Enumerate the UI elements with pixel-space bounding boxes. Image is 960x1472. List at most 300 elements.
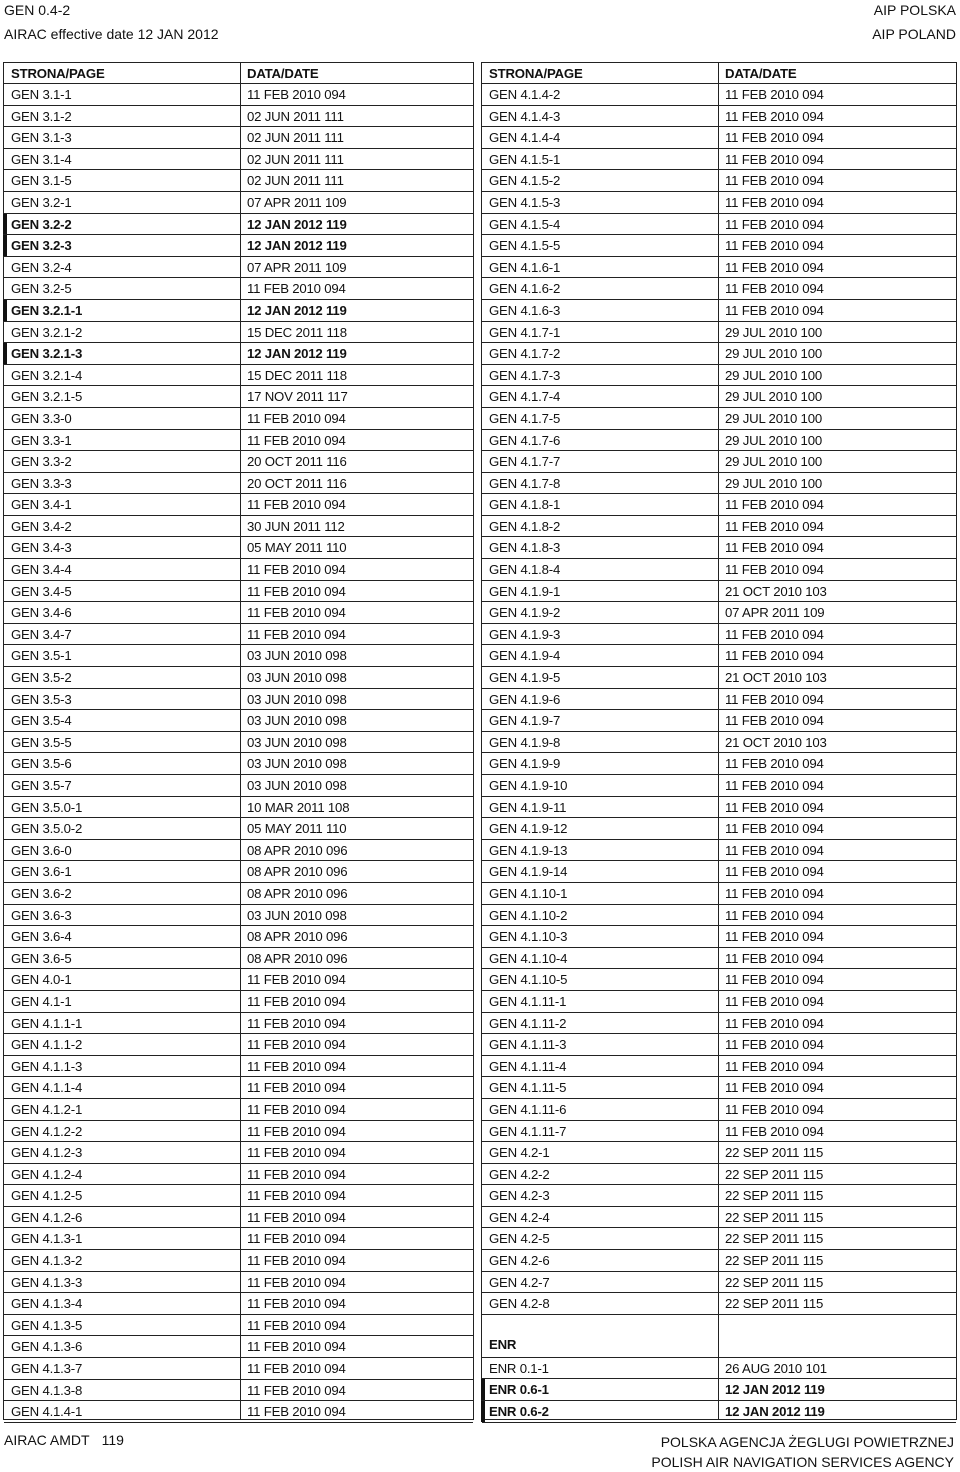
table-row — [482, 1272, 956, 1294]
date-cell: 11 FEB 2010 094 — [725, 216, 824, 232]
page-cell: GEN 4.1.5-3 — [489, 194, 561, 210]
page-cell: GEN 4.1.9-5 — [489, 670, 561, 686]
amendment-number: 119 — [101, 1432, 124, 1448]
date-cell: 29 JUL 2010 100 — [725, 367, 822, 383]
table-row — [4, 106, 473, 128]
date-cell: 11 FEB 2010 094 — [725, 194, 824, 210]
date-cell: 22 SEP 2011 115 — [725, 1274, 824, 1290]
table-row — [482, 214, 956, 236]
date-cell: 11 FEB 2010 094 — [247, 583, 346, 599]
table-row — [4, 581, 473, 603]
date-cell: 11 FEB 2010 094 — [247, 281, 346, 297]
table-row — [4, 494, 473, 516]
page-cell: GEN 4.1.9-4 — [489, 648, 561, 664]
date-cell: 20 OCT 2011 116 — [247, 475, 347, 491]
aip-title-english: AIP POLAND — [872, 26, 956, 42]
table-row — [482, 1250, 956, 1272]
page-cell: GEN 4.1.3-5 — [11, 1317, 83, 1333]
date-cell: 11 FEB 2010 094 — [247, 626, 346, 642]
table-row — [4, 840, 473, 862]
date-cell: 08 APR 2010 096 — [247, 885, 348, 901]
date-cell: 11 FEB 2010 094 — [725, 842, 824, 858]
table-row — [4, 1013, 473, 1035]
page-cell: GEN 4.1.2-6 — [11, 1209, 83, 1225]
page-cell: GEN 3.5-6 — [11, 756, 72, 772]
date-cell: 11 FEB 2010 094 — [725, 799, 824, 815]
agency-name-english: POLISH AIR NAVIGATION SERVICES AGENCY — [651, 1454, 954, 1470]
page-cell: GEN 4.1.9-9 — [489, 756, 561, 772]
table-row — [4, 84, 473, 106]
page-header-left — [4, 0, 219, 48]
date-cell: 03 JUN 2010 098 — [247, 713, 347, 729]
page-cell: GEN 4.1.5-5 — [489, 238, 561, 254]
table-row — [482, 1034, 956, 1056]
table-row — [482, 883, 956, 905]
page-header-right — [872, 0, 956, 48]
table-row — [482, 667, 956, 689]
page-cell: GEN 4.2-7 — [489, 1274, 550, 1290]
page-cell: GEN 3.3-3 — [11, 475, 72, 491]
page-cell: GEN 4.2-5 — [489, 1231, 550, 1247]
page-cell: GEN 3.4-3 — [11, 540, 72, 556]
table-row — [482, 408, 956, 430]
date-cell: 29 JUL 2010 100 — [725, 432, 822, 448]
page-cell: GEN 3.5-5 — [11, 734, 72, 750]
date-cell: 11 FEB 2010 094 — [725, 691, 824, 707]
page-cell: GEN 3.3-1 — [11, 432, 72, 448]
page-cell: GEN 4.1.10-1 — [489, 885, 568, 901]
page-cell: GEN 4.1.10-5 — [489, 972, 568, 988]
page-cell: GEN 3.2-5 — [11, 281, 72, 297]
date-cell: 02 JUN 2011 111 — [247, 130, 344, 146]
page-cell: ENR 0.6-1 — [489, 1382, 549, 1398]
date-cell: 15 DEC 2011 118 — [247, 324, 347, 340]
table-row — [482, 278, 956, 300]
table-row — [482, 840, 956, 862]
table-rows-right — [482, 63, 956, 1423]
date-cell: 02 JUN 2011 111 — [247, 108, 344, 124]
date-cell: 11 FEB 2010 094 — [247, 1361, 346, 1377]
table-row — [4, 797, 473, 819]
page-cell: GEN 4.1.11-6 — [489, 1101, 567, 1117]
date-cell: 11 FEB 2010 094 — [725, 259, 824, 275]
date-cell: 11 FEB 2010 094 — [725, 108, 824, 124]
page-cell: GEN 4.1.8-2 — [489, 518, 561, 534]
table-row — [4, 1099, 473, 1121]
page-cell: GEN 4.1.6-3 — [489, 302, 561, 318]
page-cell: GEN 3.6-1 — [11, 864, 72, 880]
date-cell: 11 FEB 2010 094 — [247, 1145, 346, 1161]
page-cell: GEN 4.1.4-3 — [489, 108, 561, 124]
date-cell: 29 JUL 2010 100 — [725, 346, 822, 362]
page-cell: GEN 3.2.1-1 — [11, 302, 83, 318]
date-cell: 30 JUN 2011 112 — [247, 518, 345, 534]
table-row — [4, 1142, 473, 1164]
date-cell: 11 FEB 2010 094 — [725, 1058, 824, 1074]
table-row — [4, 1401, 473, 1423]
table-row — [482, 386, 956, 408]
table-row — [4, 516, 473, 538]
table-row — [4, 365, 473, 387]
date-cell: 08 APR 2010 096 — [247, 950, 348, 966]
page-cell: GEN 3.1-2 — [11, 108, 72, 124]
table-row — [482, 753, 956, 775]
page-cell: GEN 3.3-0 — [11, 410, 72, 426]
table-row — [4, 278, 473, 300]
table-row — [4, 1121, 473, 1143]
table-row — [482, 257, 956, 279]
page-cell: GEN 4.1.8-1 — [489, 497, 561, 513]
page-cell: GEN 4.1.1-2 — [11, 1037, 83, 1053]
table-header — [482, 63, 956, 84]
date-cell: 11 FEB 2010 094 — [247, 1209, 346, 1225]
date-cell: 11 FEB 2010 094 — [725, 648, 824, 664]
table-row — [4, 667, 473, 689]
table-row — [482, 537, 956, 559]
table-row — [482, 818, 956, 840]
date-cell: 11 FEB 2010 094 — [725, 778, 824, 793]
date-cell: 22 SEP 2011 115 — [725, 1253, 824, 1269]
date-cell: 12 JAN 2012 119 — [247, 216, 347, 232]
table-row — [4, 1293, 473, 1315]
page-cell: GEN 4.2-1 — [489, 1145, 550, 1161]
page-cell: GEN 4.1.2-5 — [11, 1188, 83, 1204]
table-row — [482, 430, 956, 452]
table-row — [4, 1315, 473, 1337]
table-row — [4, 645, 473, 667]
table-row — [4, 1228, 473, 1250]
date-cell: 11 FEB 2010 094 — [725, 562, 824, 578]
date-cell: 11 FEB 2010 094 — [247, 1037, 346, 1053]
table-row — [482, 602, 956, 624]
table-row — [482, 235, 956, 257]
table-row — [4, 861, 473, 883]
page-cell: GEN 3.6-2 — [11, 885, 72, 901]
table-row — [4, 883, 473, 905]
table-row — [482, 732, 956, 754]
date-cell: 11 FEB 2010 094 — [725, 756, 824, 772]
date-cell: 12 JAN 2012 119 — [725, 1404, 825, 1420]
table-row — [4, 926, 473, 948]
table-row — [4, 1207, 473, 1229]
table-row — [4, 451, 473, 473]
date-cell: 11 FEB 2010 094 — [247, 605, 346, 621]
page-cell: GEN 4.1.6-2 — [489, 281, 561, 297]
table-row — [4, 1336, 473, 1358]
date-cell: 11 FEB 2010 094 — [247, 432, 346, 448]
date-cell: 11 FEB 2010 094 — [725, 518, 824, 534]
table-row — [4, 969, 473, 991]
date-cell: 11 FEB 2010 094 — [725, 1037, 824, 1053]
table-row — [482, 1401, 956, 1423]
date-cell: 11 FEB 2010 094 — [725, 864, 824, 880]
date-cell: 21 OCT 2010 103 — [725, 670, 827, 686]
table-row — [482, 1121, 956, 1143]
page-cell: GEN 4.1.9-14 — [489, 864, 568, 880]
date-cell: 02 JUN 2011 111 — [247, 151, 344, 167]
page-cell: GEN 4.1.9-3 — [489, 626, 561, 642]
page-cell: GEN 4.2-2 — [489, 1166, 550, 1182]
date-cell: 11 FEB 2010 094 — [247, 562, 346, 578]
page-cell: GEN 3.5.0-1 — [11, 799, 83, 815]
page-cell: GEN 3.6-3 — [11, 907, 72, 923]
table-row — [4, 991, 473, 1013]
date-cell: 11 FEB 2010 094 — [247, 1317, 346, 1333]
table-row — [4, 1380, 473, 1402]
page-cell: GEN 3.1-5 — [11, 173, 72, 189]
table-row — [4, 1250, 473, 1272]
table-row — [482, 106, 956, 128]
date-cell: 11 FEB 2010 094 — [247, 497, 346, 513]
page-cell: GEN 4.1.9-10 — [489, 778, 568, 793]
page-cell: GEN 4.1.7-7 — [489, 454, 561, 470]
date-cell: 29 JUL 2010 100 — [725, 389, 822, 405]
date-cell: 22 SEP 2011 115 — [725, 1209, 824, 1225]
page-cell: GEN 3.2-1 — [11, 194, 72, 210]
table-row — [482, 170, 956, 192]
table-row — [4, 1358, 473, 1380]
date-cell: 11 FEB 2010 094 — [725, 281, 824, 297]
page-footer-right — [651, 1432, 954, 1472]
page-cell: ENR 0.1-1 — [489, 1360, 549, 1376]
date-cell: 08 APR 2010 096 — [247, 842, 348, 858]
page-cell: GEN 3.5-1 — [11, 648, 72, 664]
date-cell: 08 APR 2010 096 — [247, 864, 348, 880]
date-cell: 12 JAN 2012 119 — [247, 238, 347, 254]
date-cell: 11 FEB 2010 094 — [247, 1080, 346, 1096]
table-row — [482, 775, 956, 797]
page-cell: GEN 3.2-4 — [11, 259, 72, 275]
page-cell: GEN 4.1.1-3 — [11, 1058, 83, 1074]
page-cell: GEN 4.1.8-3 — [489, 540, 561, 556]
table-row — [4, 1272, 473, 1294]
date-cell: 22 SEP 2011 115 — [725, 1231, 824, 1247]
page-cell: GEN 3.4-1 — [11, 497, 72, 513]
date-cell: 11 FEB 2010 094 — [725, 1101, 824, 1117]
date-cell: 03 JUN 2010 098 — [247, 778, 347, 793]
table-row — [482, 710, 956, 732]
page-cell: GEN 4.1.3-4 — [11, 1296, 83, 1312]
date-cell: 12 JAN 2012 119 — [247, 302, 347, 318]
page-cell: GEN 4.2-8 — [489, 1296, 550, 1312]
table-row — [482, 451, 956, 473]
table-row — [482, 1142, 956, 1164]
page-cell: GEN 4.1.7-2 — [489, 346, 561, 362]
section-heading: ENR — [489, 1336, 517, 1352]
document-reference: GEN 0.4-2 — [4, 2, 71, 18]
page-cell: GEN 4.1.11-2 — [489, 1015, 567, 1031]
date-cell: 03 JUN 2010 098 — [247, 670, 347, 686]
page-cell: GEN 3.2.1-3 — [11, 346, 83, 362]
date-cell: 11 FEB 2010 094 — [725, 87, 824, 102]
table-row — [482, 1185, 956, 1207]
page-cell: GEN 3.4-4 — [11, 562, 72, 578]
date-cell: 11 FEB 2010 094 — [725, 885, 824, 901]
page-cell: GEN 3.4-7 — [11, 626, 72, 642]
page-cell: GEN 4.1.10-2 — [489, 907, 568, 923]
page-cell: GEN 4.1.9-8 — [489, 734, 561, 750]
date-cell: 11 FEB 2010 094 — [725, 238, 824, 254]
table-row — [4, 1034, 473, 1056]
table-row — [4, 1164, 473, 1186]
date-cell: 11 FEB 2010 094 — [725, 907, 824, 923]
table-row — [482, 192, 956, 214]
table-row — [482, 991, 956, 1013]
table-row — [482, 1358, 956, 1380]
date-cell: 11 FEB 2010 094 — [725, 1015, 824, 1031]
table-row — [4, 235, 473, 257]
table-row — [482, 926, 956, 948]
page-cell: GEN 4.1.9-11 — [489, 799, 567, 815]
page-cell: GEN 3.2-3 — [11, 238, 72, 254]
table-row — [482, 300, 956, 322]
date-column-header: DATA/DATE — [247, 66, 319, 81]
checklist-table-left — [3, 62, 474, 1420]
page-cell: GEN 4.1.11-3 — [489, 1037, 567, 1053]
page-cell: GEN 3.5-3 — [11, 691, 72, 707]
table-row — [4, 149, 473, 171]
date-cell: 21 OCT 2010 103 — [725, 734, 827, 750]
date-cell: 11 FEB 2010 094 — [247, 1404, 346, 1420]
date-cell: 11 FEB 2010 094 — [247, 1253, 346, 1269]
date-cell: 07 APR 2011 109 — [247, 259, 347, 275]
table-row — [4, 624, 473, 646]
table-row — [4, 689, 473, 711]
date-cell: 11 FEB 2010 094 — [725, 821, 824, 837]
table-row — [4, 775, 473, 797]
date-cell: 22 SEP 2011 115 — [725, 1188, 824, 1204]
table-row — [482, 1056, 956, 1078]
page-cell: GEN 3.4-2 — [11, 518, 72, 534]
table-row — [4, 386, 473, 408]
date-cell: 22 SEP 2011 115 — [725, 1296, 824, 1312]
page-cell: GEN 4.1.9-6 — [489, 691, 561, 707]
page-footer-left — [4, 1430, 124, 1450]
page-cell: GEN 4.1.2-2 — [11, 1123, 83, 1139]
table-row — [482, 1207, 956, 1229]
page-cell: GEN 4.1.2-1 — [11, 1101, 83, 1117]
page-cell: GEN 3.5-2 — [11, 670, 72, 686]
page-column-header: STRONA/PAGE — [489, 66, 583, 81]
date-cell: 05 MAY 2011 110 — [247, 540, 347, 556]
table-row — [4, 322, 473, 344]
date-cell: 22 SEP 2011 115 — [725, 1145, 824, 1161]
page-cell: GEN 4.1.4-1 — [11, 1404, 83, 1420]
date-cell: 07 APR 2011 109 — [247, 194, 347, 210]
date-column-header: DATA/DATE — [725, 66, 797, 81]
table-row — [4, 537, 473, 559]
date-cell: 11 FEB 2010 094 — [725, 173, 824, 189]
page-cell: GEN 3.4-6 — [11, 605, 72, 621]
amendment-label: AIRAC AMDT — [4, 1432, 90, 1448]
page-cell: GEN 4.1.9-13 — [489, 842, 568, 858]
table-row — [4, 192, 473, 214]
table-row — [4, 257, 473, 279]
date-cell: 21 OCT 2010 103 — [725, 583, 827, 599]
table-row — [4, 408, 473, 430]
date-cell: 29 JUL 2010 100 — [725, 410, 822, 426]
date-cell: 03 JUN 2010 098 — [247, 691, 347, 707]
table-row — [482, 1077, 956, 1099]
table-row — [482, 905, 956, 927]
page-cell: GEN 4.1.8-4 — [489, 562, 561, 578]
page-cell: GEN 4.1.7-6 — [489, 432, 561, 448]
page-cell: GEN 4.1.6-1 — [489, 259, 561, 275]
page-cell: GEN 3.5-7 — [11, 778, 72, 793]
page-cell: GEN 4.1.5-4 — [489, 216, 561, 232]
table-header — [4, 63, 473, 84]
table-row — [4, 170, 473, 192]
table-row — [482, 559, 956, 581]
date-cell: 12 JAN 2012 119 — [725, 1382, 825, 1398]
table-row — [4, 905, 473, 927]
page-cell: GEN 4.1.7-4 — [489, 389, 561, 405]
page-cell: GEN 4.1.9-7 — [489, 713, 561, 729]
date-cell: 29 JUL 2010 100 — [725, 454, 822, 470]
table-row — [4, 430, 473, 452]
table-row — [4, 1185, 473, 1207]
date-cell: 11 FEB 2010 094 — [725, 993, 824, 1009]
page-cell: GEN 4.1.3-7 — [11, 1361, 83, 1377]
page-cell: GEN 4.2-4 — [489, 1209, 550, 1225]
page-cell: GEN 4.1.10-3 — [489, 929, 568, 945]
date-cell: 22 SEP 2011 115 — [725, 1166, 824, 1182]
page-cell: GEN 3.6-5 — [11, 950, 72, 966]
page-cell: GEN 4.1.11-1 — [489, 993, 567, 1009]
date-cell: 11 FEB 2010 094 — [725, 302, 824, 318]
checklist-table-right — [481, 62, 957, 1420]
date-cell: 29 JUL 2010 100 — [725, 475, 822, 491]
page-cell: GEN 4.2-6 — [489, 1253, 550, 1269]
date-cell: 11 FEB 2010 094 — [725, 950, 824, 966]
date-cell: 11 FEB 2010 094 — [247, 1015, 346, 1031]
page-cell: GEN 3.1-4 — [11, 151, 72, 167]
table-row — [482, 494, 956, 516]
date-cell: 17 NOV 2011 117 — [247, 389, 348, 405]
date-cell: 11 FEB 2010 094 — [247, 1382, 346, 1398]
date-cell: 03 JUN 2010 098 — [247, 756, 347, 772]
page-cell: GEN 3.2-2 — [11, 216, 72, 232]
table-row — [482, 149, 956, 171]
page-cell: GEN 3.6-4 — [11, 929, 72, 945]
date-cell: 11 FEB 2010 094 — [247, 1231, 346, 1247]
page-cell: GEN 4.1.7-5 — [489, 410, 561, 426]
table-row — [482, 1164, 956, 1186]
date-cell: 11 FEB 2010 094 — [247, 1123, 346, 1139]
aip-title-polish: AIP POLSKA — [873, 2, 956, 18]
page-cell: GEN 4.2-3 — [489, 1188, 550, 1204]
page-cell: GEN 4.1.5-1 — [489, 151, 561, 167]
date-cell: 11 FEB 2010 094 — [725, 1080, 824, 1096]
date-cell: 20 OCT 2011 116 — [247, 454, 347, 470]
effective-date: AIRAC effective date 12 JAN 2012 — [4, 26, 219, 42]
page-cell: GEN 4.1.3-8 — [11, 1382, 83, 1398]
date-cell: 11 FEB 2010 094 — [247, 410, 346, 426]
page-cell: GEN 4.1.5-2 — [489, 173, 561, 189]
table-row — [482, 624, 956, 646]
table-row — [4, 300, 473, 322]
table-row — [4, 214, 473, 236]
page-cell: GEN 4.1.11-7 — [489, 1123, 567, 1139]
date-cell: 11 FEB 2010 094 — [247, 87, 346, 102]
page-cell: GEN 3.2.1-5 — [11, 389, 83, 405]
date-cell: 03 JUN 2010 098 — [247, 648, 347, 664]
page-cell: GEN 4.1.11-5 — [489, 1080, 567, 1096]
table-row — [482, 689, 956, 711]
page-cell: GEN 3.2.1-2 — [11, 324, 83, 340]
date-cell: 11 FEB 2010 094 — [725, 1123, 824, 1139]
page-cell: GEN 4.1-1 — [11, 993, 72, 1009]
